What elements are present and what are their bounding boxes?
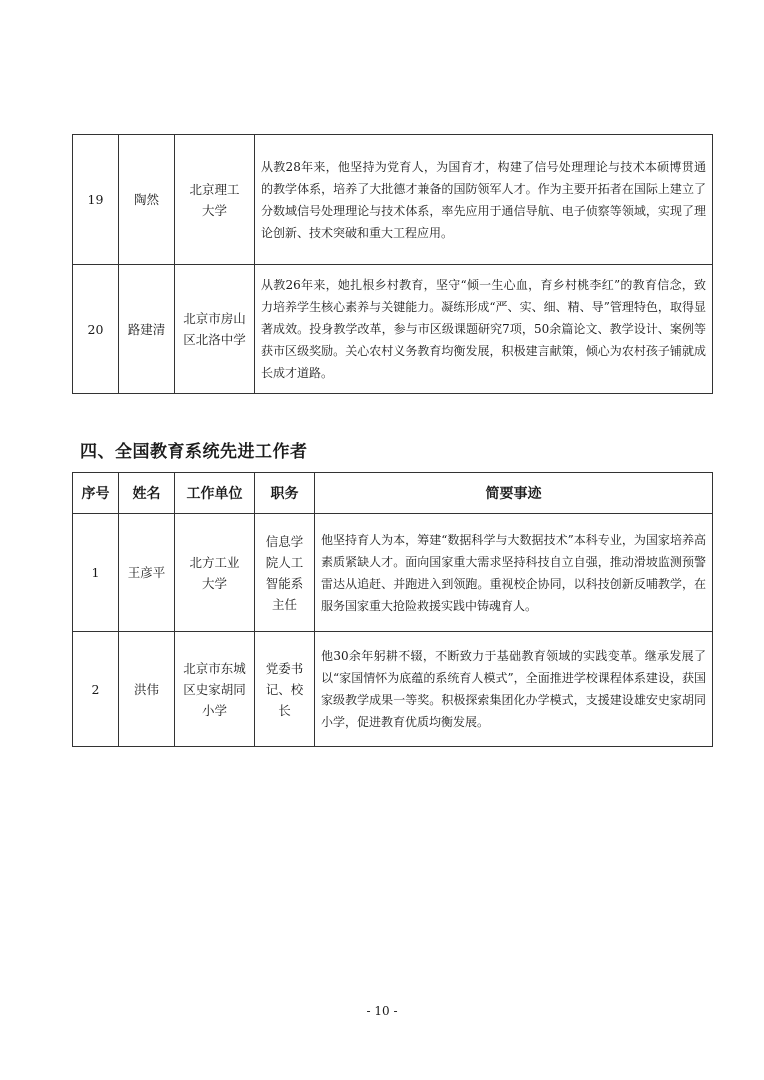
- row-unit: 北京理工大学: [175, 135, 255, 265]
- row-name: 王彦平: [119, 514, 175, 632]
- awardee-table-continued: [72, 134, 713, 394]
- section-heading: 四、全国教育系统先进工作者: [80, 442, 308, 462]
- row-description: 从教26年来，她扎根乡村教育，坚守“倾一生心血，育乡村桃李红”的教育信念，致力培养学生核心素养与关键能力。凝练形成“严、实、细、精、导”管理特色，取得显著成效。投身教学改革，参与市区级课题研究7项，50余篇论文、教学设计、案例等获市区级奖励。关心农村义务教育均衡发展，积极建言献策，倾心为农村孩子铺就成长成才道路。: [255, 265, 713, 394]
- table-row: [73, 265, 713, 394]
- row-unit: 北方工业大学: [175, 514, 255, 632]
- row-name: 洪伟: [119, 632, 175, 747]
- header-unit: 工作单位: [175, 473, 255, 514]
- header-description: 简要事迹: [315, 473, 713, 514]
- row-number: 1: [73, 514, 119, 632]
- row-name: 陶然: [119, 135, 175, 265]
- row-description: 从教28年来，他坚持为党育人，为国育才，构建了信号处理理论与技术本硕博贯通的教学体系，培养了大批德才兼备的国防领军人才。作为主要开拓者在国际上建立了分数域信号处理理论与技术体系，率先应用于通信导航、电子侦察等领域，实现了理论创新、技术突破和重大工程应用。: [255, 135, 713, 265]
- advanced-workers-table: [72, 472, 713, 747]
- header-post: 职务: [255, 473, 315, 514]
- table-row: [73, 514, 713, 632]
- header-name: 姓名: [119, 473, 175, 514]
- table-row: [73, 632, 713, 747]
- row-post: 信息学院人工智能系主任: [255, 514, 315, 632]
- row-description: 他30余年躬耕不辍，不断致力于基础教育领域的实践变革。继承发展了以“家国情怀为底蕴的系统育人模式”，全面推进学校课程体系建设，获国家级教学成果一等奖。积极探索集团化办学模式，支援建设雄安史家胡同小学，促进教育优质均衡发展。: [315, 632, 713, 747]
- row-number: 19: [73, 135, 119, 265]
- row-unit: 北京市东城区史家胡同小学: [175, 632, 255, 747]
- header-number: 序号: [73, 473, 119, 514]
- row-description: 他坚持育人为本，筹建“数据科学与大数据技术”本科专业，为国家培养高素质紧缺人才。面向国家重大需求坚持科技自立自强，推动滑坡监测预警雷达从追赶、并跑进入到领跑。重视校企协同，以科技创新反哺教学，在服务国家重大抢险救援实践中铸魂育人。: [315, 514, 713, 632]
- row-post: 党委书记、校长: [255, 632, 315, 747]
- row-number: 20: [73, 265, 119, 394]
- table-row: [73, 135, 713, 265]
- row-unit: 北京市房山区北洛中学: [175, 265, 255, 394]
- row-name: 路建清: [119, 265, 175, 394]
- page-number: - 10 -: [366, 1004, 398, 1018]
- row-number: 2: [73, 632, 119, 747]
- table-header-row: [73, 473, 713, 514]
